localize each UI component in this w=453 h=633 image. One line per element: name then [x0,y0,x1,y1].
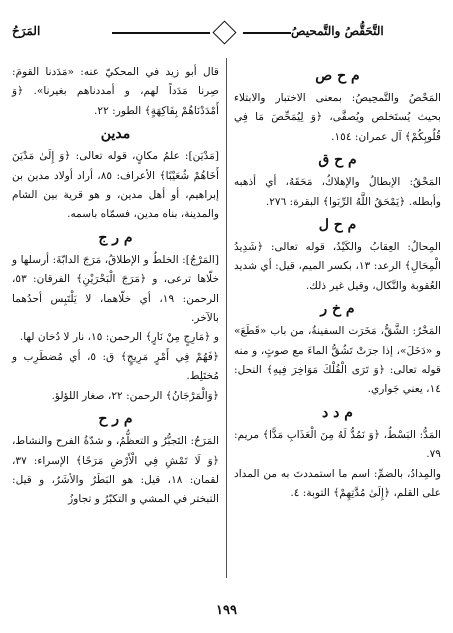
entry-paragraph: المَحْقُ: الإبطالُ والإهلاكُ، مَحَقَهُ، أي أذهبه وأبطله. ﴿يَمْحَقُ اللَّهُ الرِّبَوا﴾ البقرة: ٢٧٦. [234,176,441,208]
entry-heading: م ر ح [98,411,133,428]
entry-heading: مدين [100,126,131,143]
entry-paragraph: ﴿وَالْمَرْجَانُ﴾ الرحمن: ٢٢، صغار اللؤلؤ. [51,389,219,402]
entry-paragraph: [مَدْيَن]: علمُ مكانٍ، قوله تعالى: ﴿وَ إِلَىٰ مَدْيَنَ أَخَاهُمْ شُعَيْبًا﴾ الأعراف: ٨٥، أراد أولاد مدين بن إبراهيم، أو أهل مدين، و هو قرية بين الشام والمدينة، بناه مدين، فسمّاه باسمه. [12,150,219,221]
page-number: ١٩٩ [216,603,237,618]
entry-paragraph: قال أبو زيد في المحكيّ عنه: «مَدَدنا القومَ: صِرنا مَدَداً لهم، و أمددناهم بغيرنا». ﴿وَ أَمْدَدْنَاهُمْ بِفَاكِهَةٍ﴾ الطور: ٢٢. [12,66,219,117]
running-head-right: التَّحَقُّصُ والتَّمحيصُ [291,22,441,40]
column-separator [226,58,227,578]
entry-paragraph: ﴿فَهُمْ فِي أَمْرٍ مَرِيجٍ﴾ ق: ٥، أي مُضطَرِب و مُختَلِط. [12,350,219,383]
entry-paragraph: المَحْصُ والتَّمحِيصُ: بمعنى الاختبار والابتلاء بحيث يُستَخلص ويُصفَّى، ﴿وَ لِيُمَحِّصَ مَا فِي قُلُوبِكُمْ﴾ آل عمران: ١٥٤. [234,92,441,143]
entry-paragraph: المَخْرُ: الشَّقُّ، مَخَرَت السفينةُ، من باب «قَطَعَ» و «دَخَلَ»، إذا جرَتْ تَشُقُّ الماءَ مع صوتٍ، و منه قوله تعالى: ﴿وَ تَرَى الْفُلْكَ مَوَاخِرَ فِيهِ﴾ النحل: ١٤، يعني جَواري. [234,325,441,396]
entry-heading: م ر ج [98,229,133,246]
running-head-left: المَرَحُ [12,22,112,40]
right-text-column [234,63,441,504]
entry-heading: م ح ل [318,217,357,234]
entry-heading: م د د [322,404,353,421]
entry-paragraph: والمِدادُ، بالضمِّ: اسم ما استمددتَ به من المداد على القلم، ﴿إِلَىٰ مُدَّتِهِمْ﴾ التوبة: ٤. [234,467,441,500]
page-header [0,22,453,42]
header-diamond-ornament [212,20,236,44]
entry-heading: م ح ق [318,152,357,169]
left-text-column [12,63,219,510]
entry-paragraph: المِحالُ: العِقابُ والكَيْدُ، قوله تعالى: ﴿شَدِيدُ الْمِحَالِ﴾ الرعد: ١٣، بكسر الميم، قيل: أي شديد العُقوبة والنَّكال، وقيل غير ذلك. [234,241,441,292]
entry-paragraph: و ﴿مَارِجٍ مِنْ نَارٍ﴾ الرحمن: ١٥، نار لا دُخان لها. [19,331,219,344]
entry-heading: م ح ص [315,68,360,84]
entry-paragraph: المَرَحُ: التَجبُّرُ و التعظُّمُ، و شدّةُ الفرح والنشاط، ﴿وَ لَا تَمْشِ فِي الْأَرْضِ مَرَحًا﴾ الإسراء: ٣٧، لقمان: ١٨، قيل: هو البَطَرُ والأشَرُ، و قيل: التبختر في المشي و التكبّرُ و تجاوزُ [12,435,220,506]
entry-heading: م خ ر [320,301,355,318]
entry-paragraph: المَدُّ: البَسْطُ، ﴿وَ نَمُدُّ لَهُ مِنَ الْعَذَابِ مَدًّا﴾ مريم: ٧٩. [234,428,441,461]
entry-paragraph: [المَرْجُ]: الخلطُ و الإطلاقُ، مَرَجَ الدابّةَ: أرسلها و خلّاها ترعى، و ﴿مَرَجَ الْبَحْرَيْنِ﴾ الفرقان: ٥٣، الرحمن: ١٩، أي خلّاهما، لا يَلْتَبِس أحدُهما بالآخر. [12,253,219,325]
